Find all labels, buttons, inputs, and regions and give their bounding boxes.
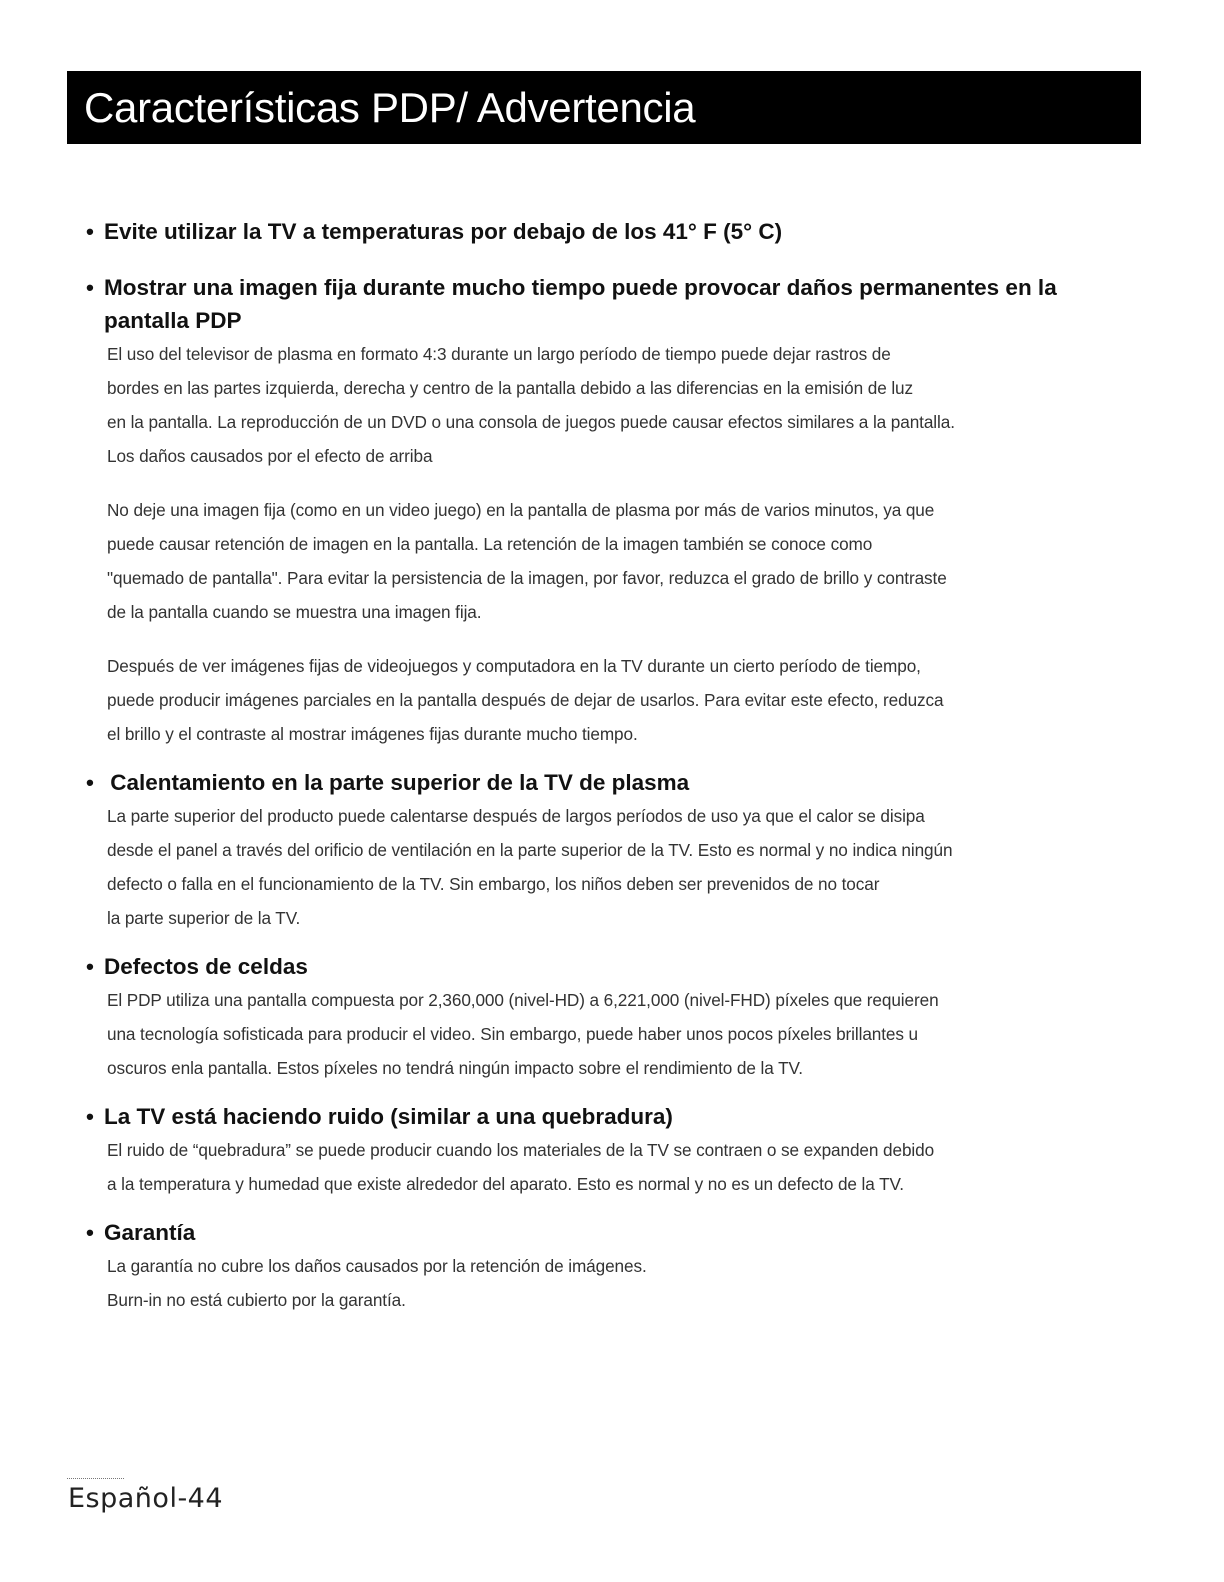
text-line: "quemado de pantalla". Para evitar la persistencia de la imagen, por favor, reduzca el grado de brillo y contraste — [107, 568, 947, 588]
text-line: bordes en las partes izquierda, derecha y centro de la pantalla debido a las diferencias en la emisión de luz — [107, 378, 914, 398]
text-line: una tecnología sofisticada para producir el video. Sin embargo, puede haber unos pocos píxeles brillantes u — [107, 1024, 919, 1044]
section-top-heating — [86, 766, 1176, 935]
text-line: No deje una imagen fija (como en un video juego) en la pantalla de plasma por más de varios minutos, ya que — [107, 500, 935, 520]
paragraph — [107, 983, 1176, 1085]
text-line: de la pantalla cuando se muestra una imagen fija. — [107, 602, 482, 622]
section-heading-text — [104, 271, 1057, 337]
text-line: Los daños causados por el efecto de arriba — [107, 446, 433, 466]
page-title-bar — [67, 71, 1141, 144]
section-heading-text: Calentamiento en la parte superior de la TV de plasma — [104, 770, 690, 795]
text-line: a la temperatura y humedad que existe alrededor del aparato. Esto es normal y no es un defecto de la TV. — [107, 1174, 904, 1194]
text-line: en la pantalla. La reproducción de un DVD o una consola de juegos puede causar efectos similares a la pantalla. — [107, 412, 955, 432]
page-number: Español-44 — [68, 1483, 224, 1514]
section-heading — [86, 271, 1176, 337]
heading-line: Mostrar una imagen fija durante mucho tiempo puede provocar daños permanentes en la — [104, 275, 1057, 300]
section-heading-text: Garantía — [104, 1220, 196, 1245]
section-heading — [86, 215, 1176, 248]
text-line: El ruido de “quebradura” se puede producir cuando los materiales de la TV se contraen o se expanden debido — [107, 1140, 935, 1160]
section-noise — [86, 1100, 1176, 1201]
section-still-image-damage — [86, 271, 1176, 751]
paragraph — [107, 337, 1176, 473]
section-heading-text: Defectos de celdas — [104, 954, 308, 979]
bullet-icon: • — [86, 954, 94, 979]
text-line: defecto o falla en el funcionamiento de la TV. Sin embargo, los niños deben ser prevenidos de no tocar — [107, 874, 880, 894]
text-line: desde el panel a través del orificio de ventilación en la parte superior de la TV. Esto es normal y no indica ningún — [107, 840, 953, 860]
text-line: oscuros enla pantalla. Estos píxeles no tendrá ningún impacto sobre el rendimiento de la TV. — [107, 1058, 803, 1078]
text-line: puede causar retención de imagen en la pantalla. La retención de la imagen también se conoce como — [107, 534, 873, 554]
text-line: la parte superior de la TV. — [107, 908, 301, 928]
section-heading — [86, 950, 1176, 983]
paragraph — [107, 1133, 1176, 1201]
bullet-icon: • — [86, 1104, 94, 1129]
paragraph — [107, 799, 1176, 935]
section-heading — [86, 766, 1176, 799]
text-line: Después de ver imágenes fijas de videojuegos y computadora en la TV durante un cierto período de tiempo, — [107, 656, 921, 676]
text-line: Burn-in no está cubierto por la garantía. — [107, 1290, 406, 1310]
section-heading-text: La TV está haciendo ruido (similar a una quebradura) — [104, 1104, 673, 1129]
text-line: La garantía no cubre los daños causados por la retención de imágenes. — [107, 1256, 647, 1276]
text-line: La parte superior del producto puede calentarse después de largos períodos de uso ya que el calor se disipa — [107, 806, 925, 826]
text-line: el brillo y el contraste al mostrar imágenes fijas durante mucho tiempo. — [107, 724, 638, 744]
section-heading — [86, 1100, 1176, 1133]
paragraph — [107, 493, 1176, 629]
footer-divider — [67, 1478, 124, 1479]
text-line: El uso del televisor de plasma en formato 4:3 durante un largo período de tiempo puede dejar rastros de — [107, 344, 891, 364]
bullet-icon: • — [86, 770, 94, 795]
section-heading — [86, 1216, 1176, 1249]
section-warranty — [86, 1216, 1176, 1317]
section-heading-text: Evite utilizar la TV a temperaturas por debajo de los 41° F (5° C) — [104, 219, 783, 244]
section-cell-defects — [86, 950, 1176, 1085]
section-low-temperature — [86, 215, 1176, 248]
paragraph — [107, 1249, 1176, 1317]
bullet-icon: • — [86, 1220, 94, 1245]
page-title: Características PDP/ Advertencia — [84, 84, 696, 131]
bullet-icon: • — [86, 219, 94, 244]
bullet-icon: • — [86, 275, 94, 300]
document-body — [86, 215, 1176, 1317]
paragraph — [107, 649, 1176, 751]
text-line: puede producir imágenes parciales en la pantalla después de dejar de usarlos. Para evitar este efecto, reduzca — [107, 690, 944, 710]
heading-line: pantalla PDP — [104, 308, 242, 333]
text-line: El PDP utiliza una pantalla compuesta por 2,360,000 (nivel-HD) a 6,221,000 (nivel-FHD) píxeles que requieren — [107, 990, 939, 1010]
